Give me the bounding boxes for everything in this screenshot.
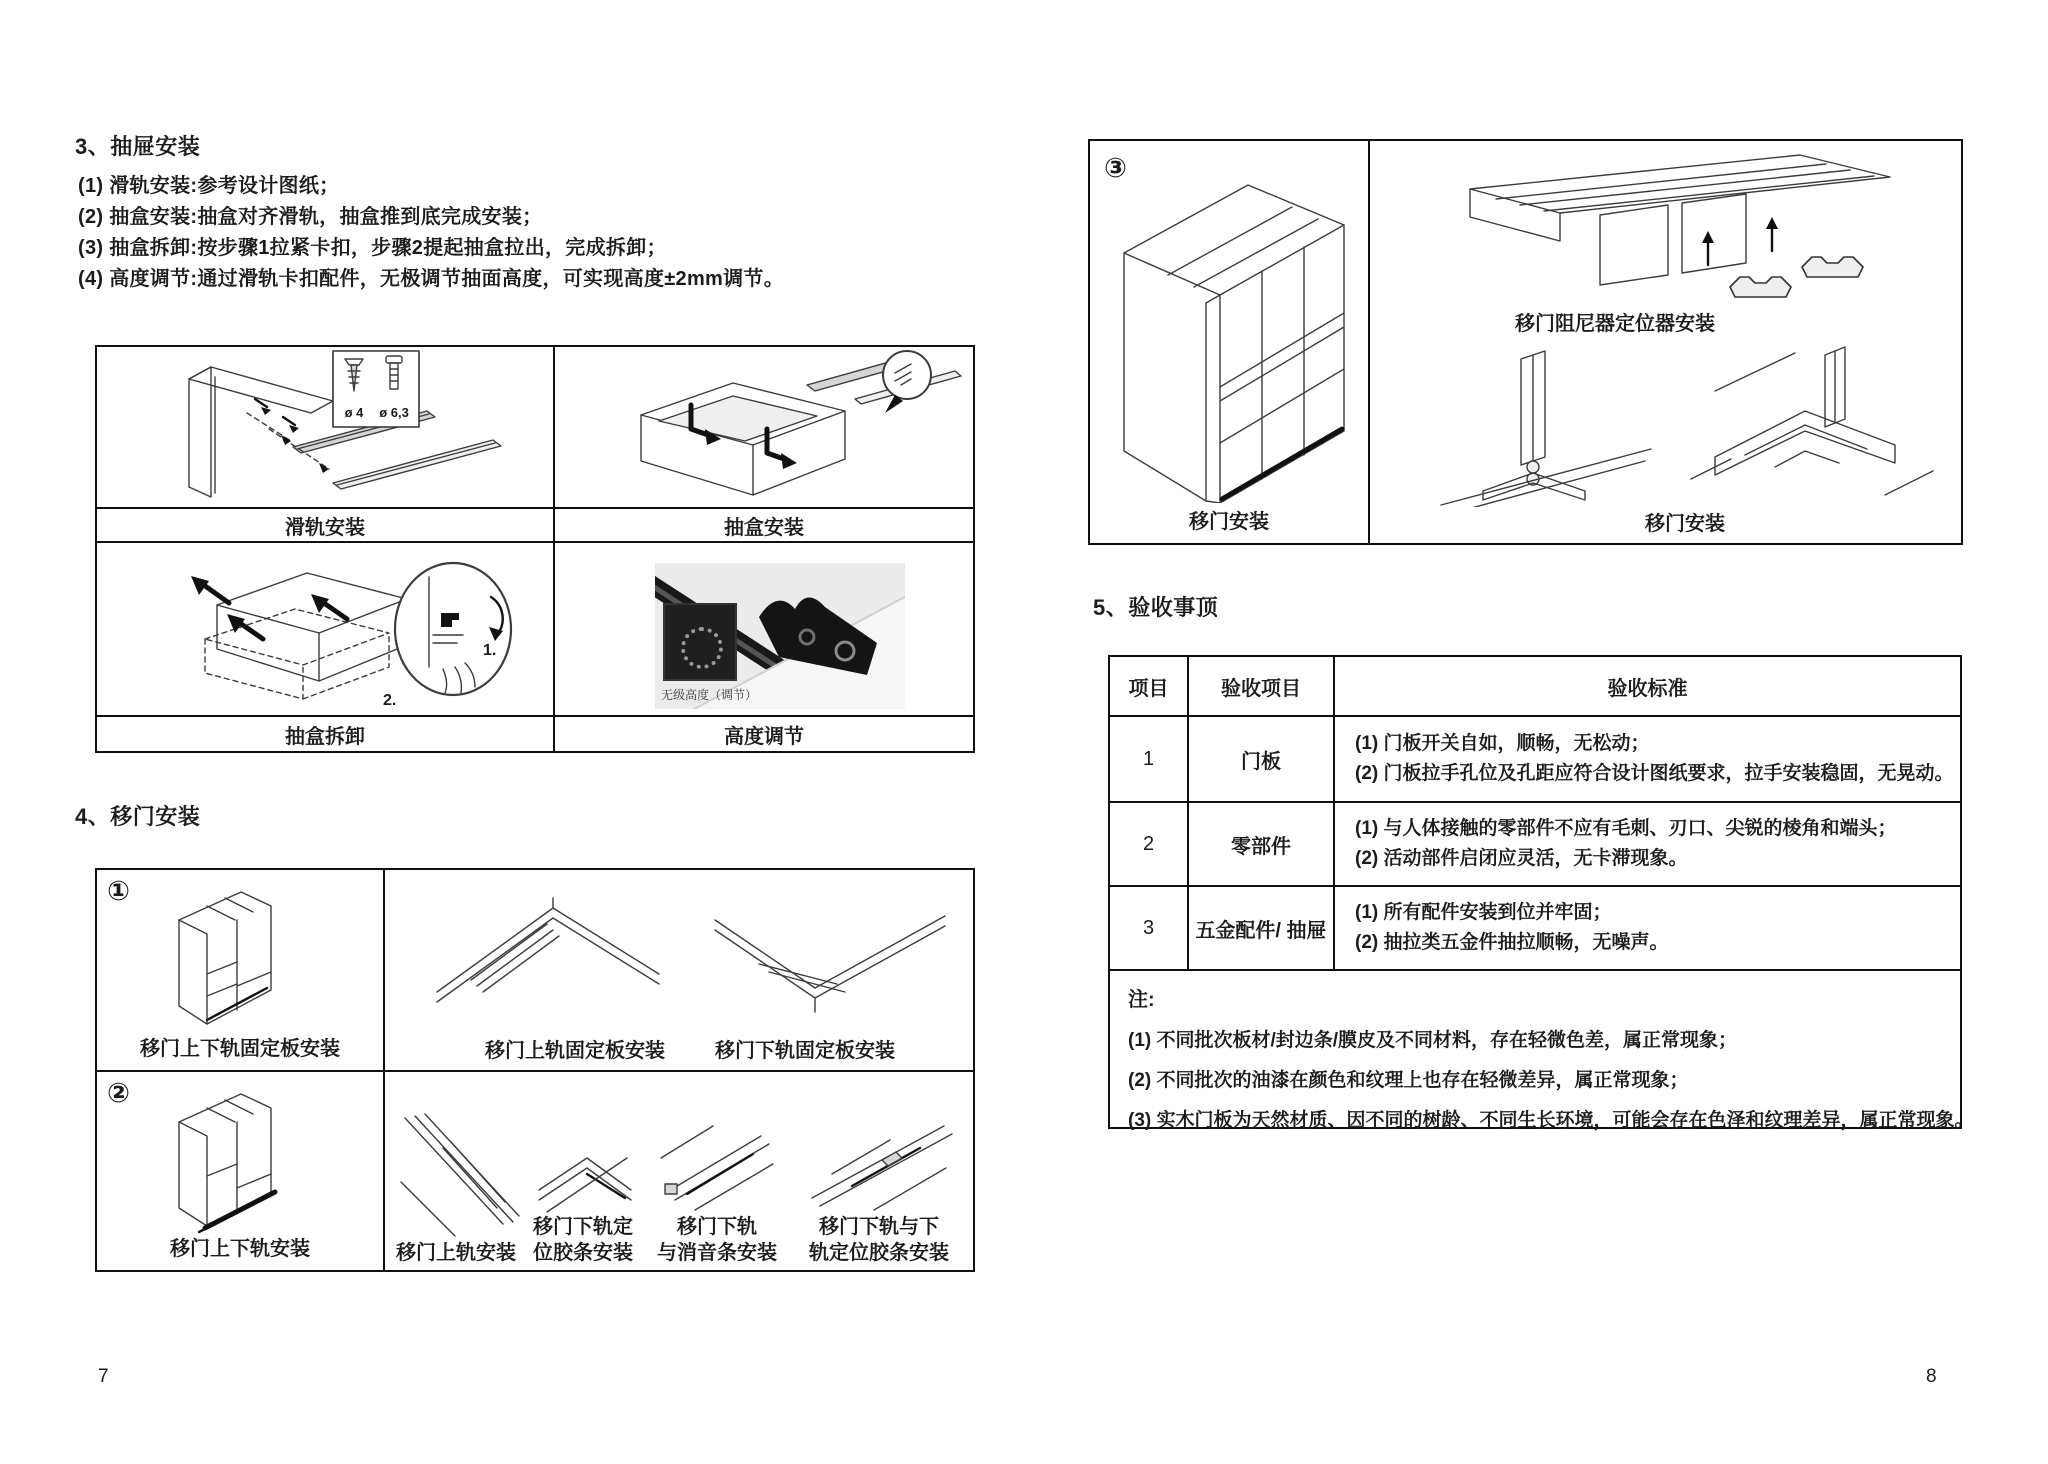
figure-caption: 轨定位胶条安装 [809,1242,949,1264]
door-track-install-cell [97,1070,385,1270]
lower-track-strip-group [527,1078,639,1266]
column-header: 验收项目 [1187,657,1333,715]
column-header: 验收标准 [1333,657,1960,715]
slide-rail-diagram [97,347,553,505]
step-badge: ③ [1104,153,1127,183]
figure-caption: 移门上轨固定板安装 [485,1040,665,1062]
figure-caption: 抽盒安装 [555,507,973,543]
notes-title: 注: [1128,989,1155,1011]
upper-track-diagram [391,1112,521,1240]
table-notes [1110,969,1974,1131]
drawer-box-diagram [555,347,973,505]
step-label: 2. [383,692,397,709]
track-plate-detail-cell [385,870,973,1070]
sliding-door-figure-box [1088,139,1963,545]
section3-title: 3、抽屉安装 [75,134,201,159]
lower-plate-corner-diagram [695,876,955,1016]
note-line: (3) 实木门板为天然材质、因不同的树龄、不同生长环境，可能会存在色泽和纹理差异，属正常现象。 [1128,1110,1974,1131]
figure-caption: 移门下轨定 [533,1216,633,1238]
door-detail-cell [1370,141,1961,543]
drawer-box-install-figure [555,347,973,507]
step-badge: ② [107,1078,130,1108]
screw-diameter-label: ø 4 [344,405,364,420]
track-strip-combo-group [799,1078,959,1266]
sliding-wardrobe-diagram [1096,163,1364,503]
drawer-removal-figure [97,543,555,715]
track-detail-cell [385,1070,973,1270]
page-number-right: 8 [1926,1366,1937,1387]
figure-caption: 移门安装 [1189,511,1269,533]
instruction-item: (3) 抽盒拆卸:按步骤1拉紧卡扣，步骤2提起抽盒拉出，完成拆卸； [78,237,667,259]
figure-caption: 高度调节 [555,715,973,751]
clamp-part [749,579,899,689]
row-number: 3 [1142,916,1155,939]
row-number: 2 [1142,832,1155,855]
row-standard [1333,803,1960,885]
door-track-plate-cell [97,870,385,1070]
table-row [1110,715,1960,801]
standard-line: (2) 活动部件启闭应灵活，无卡滞现象。 [1355,848,1688,869]
acceptance-table [1108,655,1974,1131]
upper-plate-corner-diagram [415,876,665,1016]
step-label: 1. [483,642,497,659]
row-standard [1333,887,1960,969]
row-standard [1333,717,1968,801]
standard-line: (2) 门板拉手孔位及孔距应符合设计图纸要求，拉手安装稳固，无晃动。 [1355,763,1954,784]
column-header: 项目 [1128,677,1169,700]
figure-caption: 移门阻尼器定位器安装 [1515,313,1715,335]
figure-caption: 与消音条安装 [657,1242,777,1264]
door-bottom-roller-diagram [1425,345,1660,507]
silencer-strip-group [653,1078,781,1266]
sliding-door-table [95,868,975,1272]
row-number: 1 [1142,747,1155,770]
figure-caption: 滑轨安装 [97,507,555,543]
figure-caption: 位胶条安装 [533,1242,633,1264]
figure-caption: 移门上轨安装 [396,1242,516,1264]
height-adjust-photo [655,563,905,709]
silencer-strip-diagram [657,1114,777,1214]
row-item: 零部件 [1187,803,1333,885]
track-strip-combo-diagram [804,1114,954,1214]
figure-caption: 抽盒拆卸 [97,715,555,751]
page-number-left: 7 [98,1366,109,1387]
standard-line: (1) 所有配件安装到位并牢固； [1355,902,1612,923]
drawer-removal-diagram [97,543,553,713]
standard-line: (1) 门板开关自如，顺畅，无松动； [1355,733,1650,754]
section4-title: 4、移门安装 [75,804,201,829]
damper-positioner-diagram [1400,147,1940,309]
instruction-item: (4) 高度调节:通过滑轨卡扣配件，无极调节抽面高度，可实现高度±2mm调节。 [78,268,785,290]
lower-track-strip-diagram [531,1114,635,1214]
figure-caption: 移门上下轨安装 [170,1238,310,1260]
instruction-item: (2) 抽盒安装:抽盒对齐滑轨，抽盒推到底完成安装； [78,206,543,228]
section5-title: 5、验收事顶 [1093,595,1219,620]
figure-caption: 移门安装 [1645,513,1725,535]
adjuster-inset-photo [663,603,737,681]
wardrobe-frame-diagram [141,878,341,1030]
note-line: (1) 不同批次板材/封边条/膜皮及不同材料，存在轻微色差，属正常现象； [1128,1030,1738,1051]
figure-caption: 移门上下轨固定板安装 [140,1038,340,1060]
row-item: 门板 [1187,717,1333,801]
drawer-install-table [95,345,975,753]
instruction-item: (1) 滑轨安装:参考设计图纸； [78,175,340,197]
standard-line: (2) 抽拉类五金件抽拉顺畅，无噪声。 [1355,932,1669,953]
wardrobe-frame-track-diagram [141,1078,341,1236]
photo-caption: 无级高度（调节） [661,688,758,702]
bottom-track-diagram [1675,339,1935,507]
row-item: 五金配件/ 抽屉 [1187,887,1333,969]
upper-track-group [385,1078,527,1266]
standard-line: (1) 与人体接触的零部件不应有毛刺、刃口、尖锐的棱角和端头； [1355,818,1897,839]
wardrobe-doors-cell [1090,141,1370,543]
figure-caption: 移门下轨固定板安装 [715,1040,895,1062]
note-line: (2) 不同批次的油漆在颜色和纹理上也存在轻微差异，属正常现象； [1128,1070,1689,1091]
table-row [1110,801,1960,885]
slide-rail-install-figure [97,347,555,507]
height-adjust-figure [555,543,973,715]
adjuster-gear [681,627,723,669]
figure-caption: 移门下轨与下 [819,1216,939,1238]
table-header-row [1110,657,1960,715]
table-row [1110,885,1960,969]
screw-diameter-label: ø 6,3 [379,405,409,420]
figure-caption: 移门下轨 [677,1216,757,1238]
step-badge: ① [107,876,130,906]
